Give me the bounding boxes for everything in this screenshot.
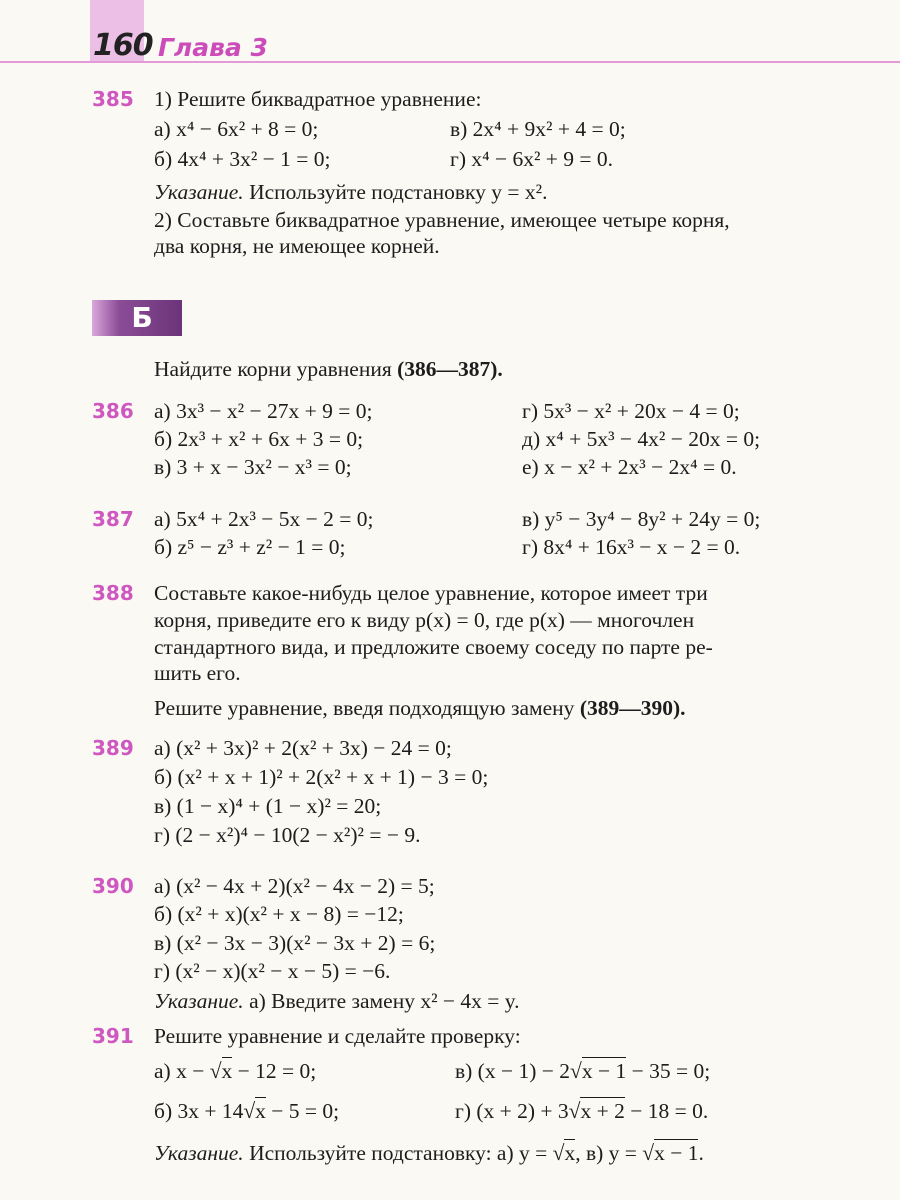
equation: б) (x² + x)(x² + x − 8) = −12; [154, 902, 404, 926]
problem-number: 386 [92, 399, 134, 423]
equation: а) x⁴ − 6x² + 8 = 0; [154, 117, 319, 141]
equation: в) (x² − 3x − 3)(x² − 3x + 2) = 6; [154, 931, 436, 955]
radicand: x + 2 [580, 1099, 625, 1123]
problem-text: корня, приведите его к виду p(x) = 0, где p(x) — многочлен [154, 608, 695, 632]
hint [154, 1140, 704, 1166]
equation: в) 2x⁴ + 9x² + 4 = 0; [450, 117, 626, 141]
equation: б) 2x³ + x² + 6x + 3 = 0; [154, 427, 364, 451]
problem-text: стандартного вида, и предложите своему соседу по парте ре- [154, 635, 713, 659]
hint [154, 988, 520, 1014]
eq-part: − 35 = 0; [626, 1059, 711, 1083]
equation [455, 1058, 710, 1084]
hint-text: а) Введите замену x² − 4x = y. [243, 989, 520, 1013]
equation: б) (x² + x + 1)² + 2(x² + x + 1) − 3 = 0; [154, 765, 489, 789]
eq-part: − 5 = 0; [265, 1099, 340, 1123]
equation: а) (x² − 4x + 2)(x² − 4x − 2) = 5; [154, 874, 435, 898]
equation: в) y⁵ − 3y⁴ − 8y² + 24y = 0; [522, 507, 761, 531]
eq-part: а) x − √ [154, 1059, 222, 1083]
problem-number: 388 [92, 581, 134, 605]
problem-number: 385 [92, 87, 134, 111]
problem-text: Решите уравнение и сделайте проверку: [154, 1024, 521, 1048]
equation [154, 1098, 339, 1124]
problem-number: 389 [92, 736, 134, 760]
intro-text: Найдите корни уравнения [154, 357, 398, 381]
equation: г) 8x⁴ + 16x³ − x − 2 = 0. [522, 535, 741, 559]
problem-number: 391 [92, 1024, 134, 1048]
hint-text: Используйте подстановку y = x². [243, 180, 548, 204]
radicand: x [221, 1059, 233, 1083]
radicand: x [255, 1099, 266, 1123]
radicand: x [564, 1141, 576, 1165]
hint-text: Используйте подстановку: а) y = √ [243, 1141, 565, 1165]
hint-label: Указание. [154, 1141, 244, 1165]
equation [455, 1098, 708, 1124]
section-badge: Б [92, 300, 182, 336]
eq-part: в) (x − 1) − 2√ [455, 1059, 582, 1083]
equation: е) x − x² + 2x³ − 2x⁴ = 0. [522, 455, 737, 479]
equation: г) (x² − x)(x² − x − 5) = −6. [154, 959, 391, 983]
eq-part: − 18 = 0. [624, 1099, 709, 1123]
hint-text: , в) y = √ [575, 1141, 655, 1165]
section-intro [154, 356, 503, 382]
equation: в) 3 + x − 3x² − x³ = 0; [154, 455, 352, 479]
problem-number: 390 [92, 874, 134, 898]
section-intro [154, 695, 686, 721]
radicand: x − 1 [654, 1141, 699, 1165]
chapter-title: Глава 3 [158, 33, 268, 62]
page-number: 160 [93, 28, 153, 63]
equation: в) (1 − x)⁴ + (1 − x)² = 20; [154, 794, 382, 818]
eq-part: б) 3x + 14√ [154, 1099, 256, 1123]
equation: д) x⁴ + 5x³ − 4x² − 20x = 0; [522, 427, 761, 451]
equation [154, 1058, 316, 1084]
problem-text: 2) Составьте биквадратное уравнение, имеющее четыре корня, [154, 208, 730, 232]
equation: г) (2 − x²)⁴ − 10(2 − x²)² = − 9. [154, 823, 421, 847]
hint [154, 179, 547, 205]
eq-part: − 12 = 0; [232, 1059, 317, 1083]
hint-text: . [698, 1141, 704, 1165]
eq-part: г) (x + 2) + 3√ [455, 1099, 581, 1123]
hint-label: Указание. [154, 180, 244, 204]
intro-text: Решите уравнение, введя подходящую замену [154, 696, 580, 720]
problem-text: два корня, не имеющее корней. [154, 234, 440, 258]
problem-number: 387 [92, 507, 134, 531]
equation: а) 5x⁴ + 2x³ − 5x − 2 = 0; [154, 507, 374, 531]
intro-ref: (386—387). [397, 357, 503, 381]
equation: б) z⁵ − z³ + z² − 1 = 0; [154, 535, 346, 559]
equation: г) 5x³ − x² + 20x − 4 = 0; [522, 399, 740, 423]
intro-ref: (389—390). [579, 696, 686, 720]
equation: а) (x² + 3x)² + 2(x² + 3x) − 24 = 0; [154, 736, 452, 760]
equation: г) x⁴ − 6x² + 9 = 0. [450, 147, 614, 171]
equation: б) 4x⁴ + 3x² − 1 = 0; [154, 147, 331, 171]
problem-text: шить его. [154, 661, 241, 685]
equation: а) 3x³ − x² − 27x + 9 = 0; [154, 399, 373, 423]
hint-label: Указание. [154, 989, 244, 1013]
radicand: x − 1 [581, 1059, 627, 1083]
problem-text: Составьте какое-нибудь целое уравнение, которое имеет три [154, 581, 708, 605]
problem-text: 1) Решите биквадратное уравнение: [154, 87, 482, 111]
